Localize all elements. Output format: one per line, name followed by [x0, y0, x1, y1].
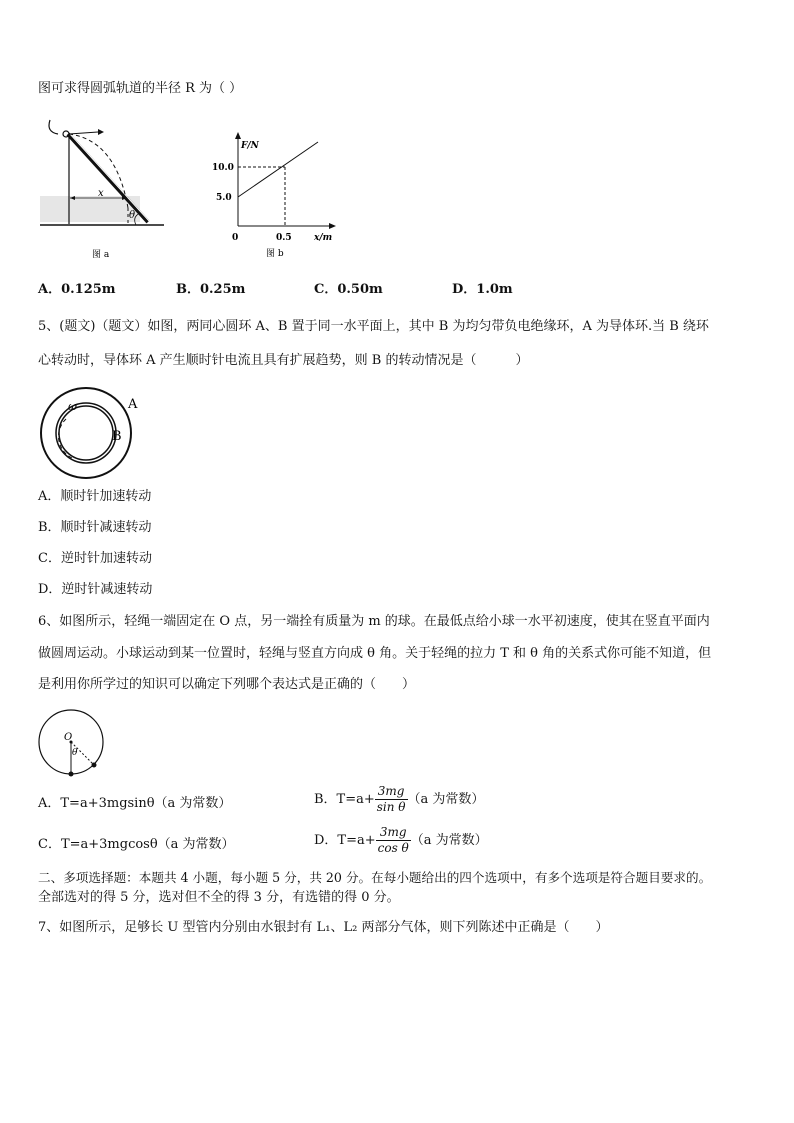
q6-option-d-prefix: D．T=a+ — [314, 832, 376, 848]
fig-a-theta-label: θ — [129, 210, 136, 221]
q7-stem: 7、如图所示，足够长 U 型管内分别由水银封有 L₁、L₂ 两部分气体，则下列陈述中正确是（ ） — [38, 920, 609, 935]
fig-b-y10: 10.0 — [212, 163, 234, 173]
q6-option-b-suffix: （a 为常数） — [407, 791, 485, 807]
q5-label-b: B — [112, 429, 122, 444]
q5-figure — [36, 384, 156, 484]
fig-b-caption: 图 b — [266, 249, 284, 259]
fig-b-x05: 0.5 — [276, 233, 292, 243]
q6-option-b-prefix: B．T=a+ — [314, 791, 375, 807]
section2-line1: 二、多项选择题：本题共 4 小题，每小题 5 分，共 20 分。在每小题给出的四个选项中，有多个选项是符合题目要求的。 — [38, 870, 712, 885]
q5-label-a: A — [128, 397, 138, 412]
q4-option-b[interactable]: B．0.25m — [176, 282, 246, 297]
q6-option-b-denominator: sin θ — [376, 800, 406, 814]
q6-option-d-fraction — [376, 825, 411, 856]
section2-line2: 全部选对的得 5 分，选对但不全的得 3 分，有选错的得 0 分。 — [38, 890, 400, 905]
q5-stem-line1: 5、(题文)（题文）如图，两同心圆环 A、B 置于同一水平面上，其中 B 为均匀带负电绝缘环，A 为导体环.当 B 绕环 — [38, 319, 709, 334]
q6-label-theta: θ — [72, 748, 78, 758]
q5-label-omega: ω — [68, 400, 77, 413]
q6-option-b[interactable] — [314, 784, 484, 815]
q5-option-b[interactable]: B．顺时针减速转动 — [38, 520, 152, 535]
fig-a-x-label: x — [98, 188, 104, 199]
fig-b-ylabel: F/N — [241, 141, 259, 151]
q6-stem-line1: 6、如图所示，轻绳一端固定在 O 点，另一端拴有质量为 m 的球。在最低点给小球一水平初速度，使其在竖直平面内 — [38, 614, 710, 629]
q6-stem-line2: 做圆周运动。小球运动到某一位置时，轻绳与竖直方向成 θ 角。关于轻绳的拉力 T 和 θ 角的关系式你可能不知道，但 — [38, 646, 712, 661]
q5-stem-line2: 心转动时，导体环 A 产生顺时针电流且具有扩展趋势，则 B 的转动情况是（ ） — [38, 353, 529, 368]
q4-stem-tail: 图可求得圆弧轨道的半径 R 为（ ） — [38, 81, 243, 96]
fig-b-xlabel: x/m — [314, 233, 333, 243]
q5-option-c[interactable]: C．逆时针加速转动 — [38, 551, 152, 566]
q4-figure-b — [204, 128, 344, 262]
q6-figure — [36, 708, 110, 780]
q6-option-d[interactable] — [314, 825, 488, 856]
q6-option-d-numerator: 3mg — [376, 825, 411, 841]
q6-option-b-fraction — [375, 784, 408, 815]
q6-option-b-numerator: 3mg — [375, 784, 408, 800]
q4-option-c[interactable]: C．0.50m — [314, 282, 383, 297]
q4-option-a[interactable]: A．0.125m — [38, 282, 116, 297]
fig-b-y5: 5.0 — [216, 193, 232, 203]
q6-stem-line3: 是利用你所学过的知识可以确定下列哪个表达式是正确的（ ） — [38, 677, 416, 692]
q5-option-a[interactable]: A．顺时针加速转动 — [38, 489, 152, 504]
q5-option-d[interactable]: D．逆时针减速转动 — [38, 582, 153, 597]
fig-b-x0: 0 — [232, 233, 239, 243]
fig-a-caption: 图 a — [92, 250, 110, 260]
q6-label-o: O — [64, 732, 73, 743]
q4-option-d[interactable]: D．1.0m — [452, 282, 513, 297]
q6-option-d-suffix: （a 为常数） — [410, 832, 488, 848]
q4-figure-a — [36, 112, 166, 262]
q6-option-c[interactable]: C．T=a+3mgcosθ（a 为常数） — [38, 837, 235, 852]
q6-option-d-denominator: cos θ — [377, 841, 409, 855]
q6-option-a[interactable]: A．T=a+3mgsinθ（a 为常数） — [38, 796, 232, 811]
